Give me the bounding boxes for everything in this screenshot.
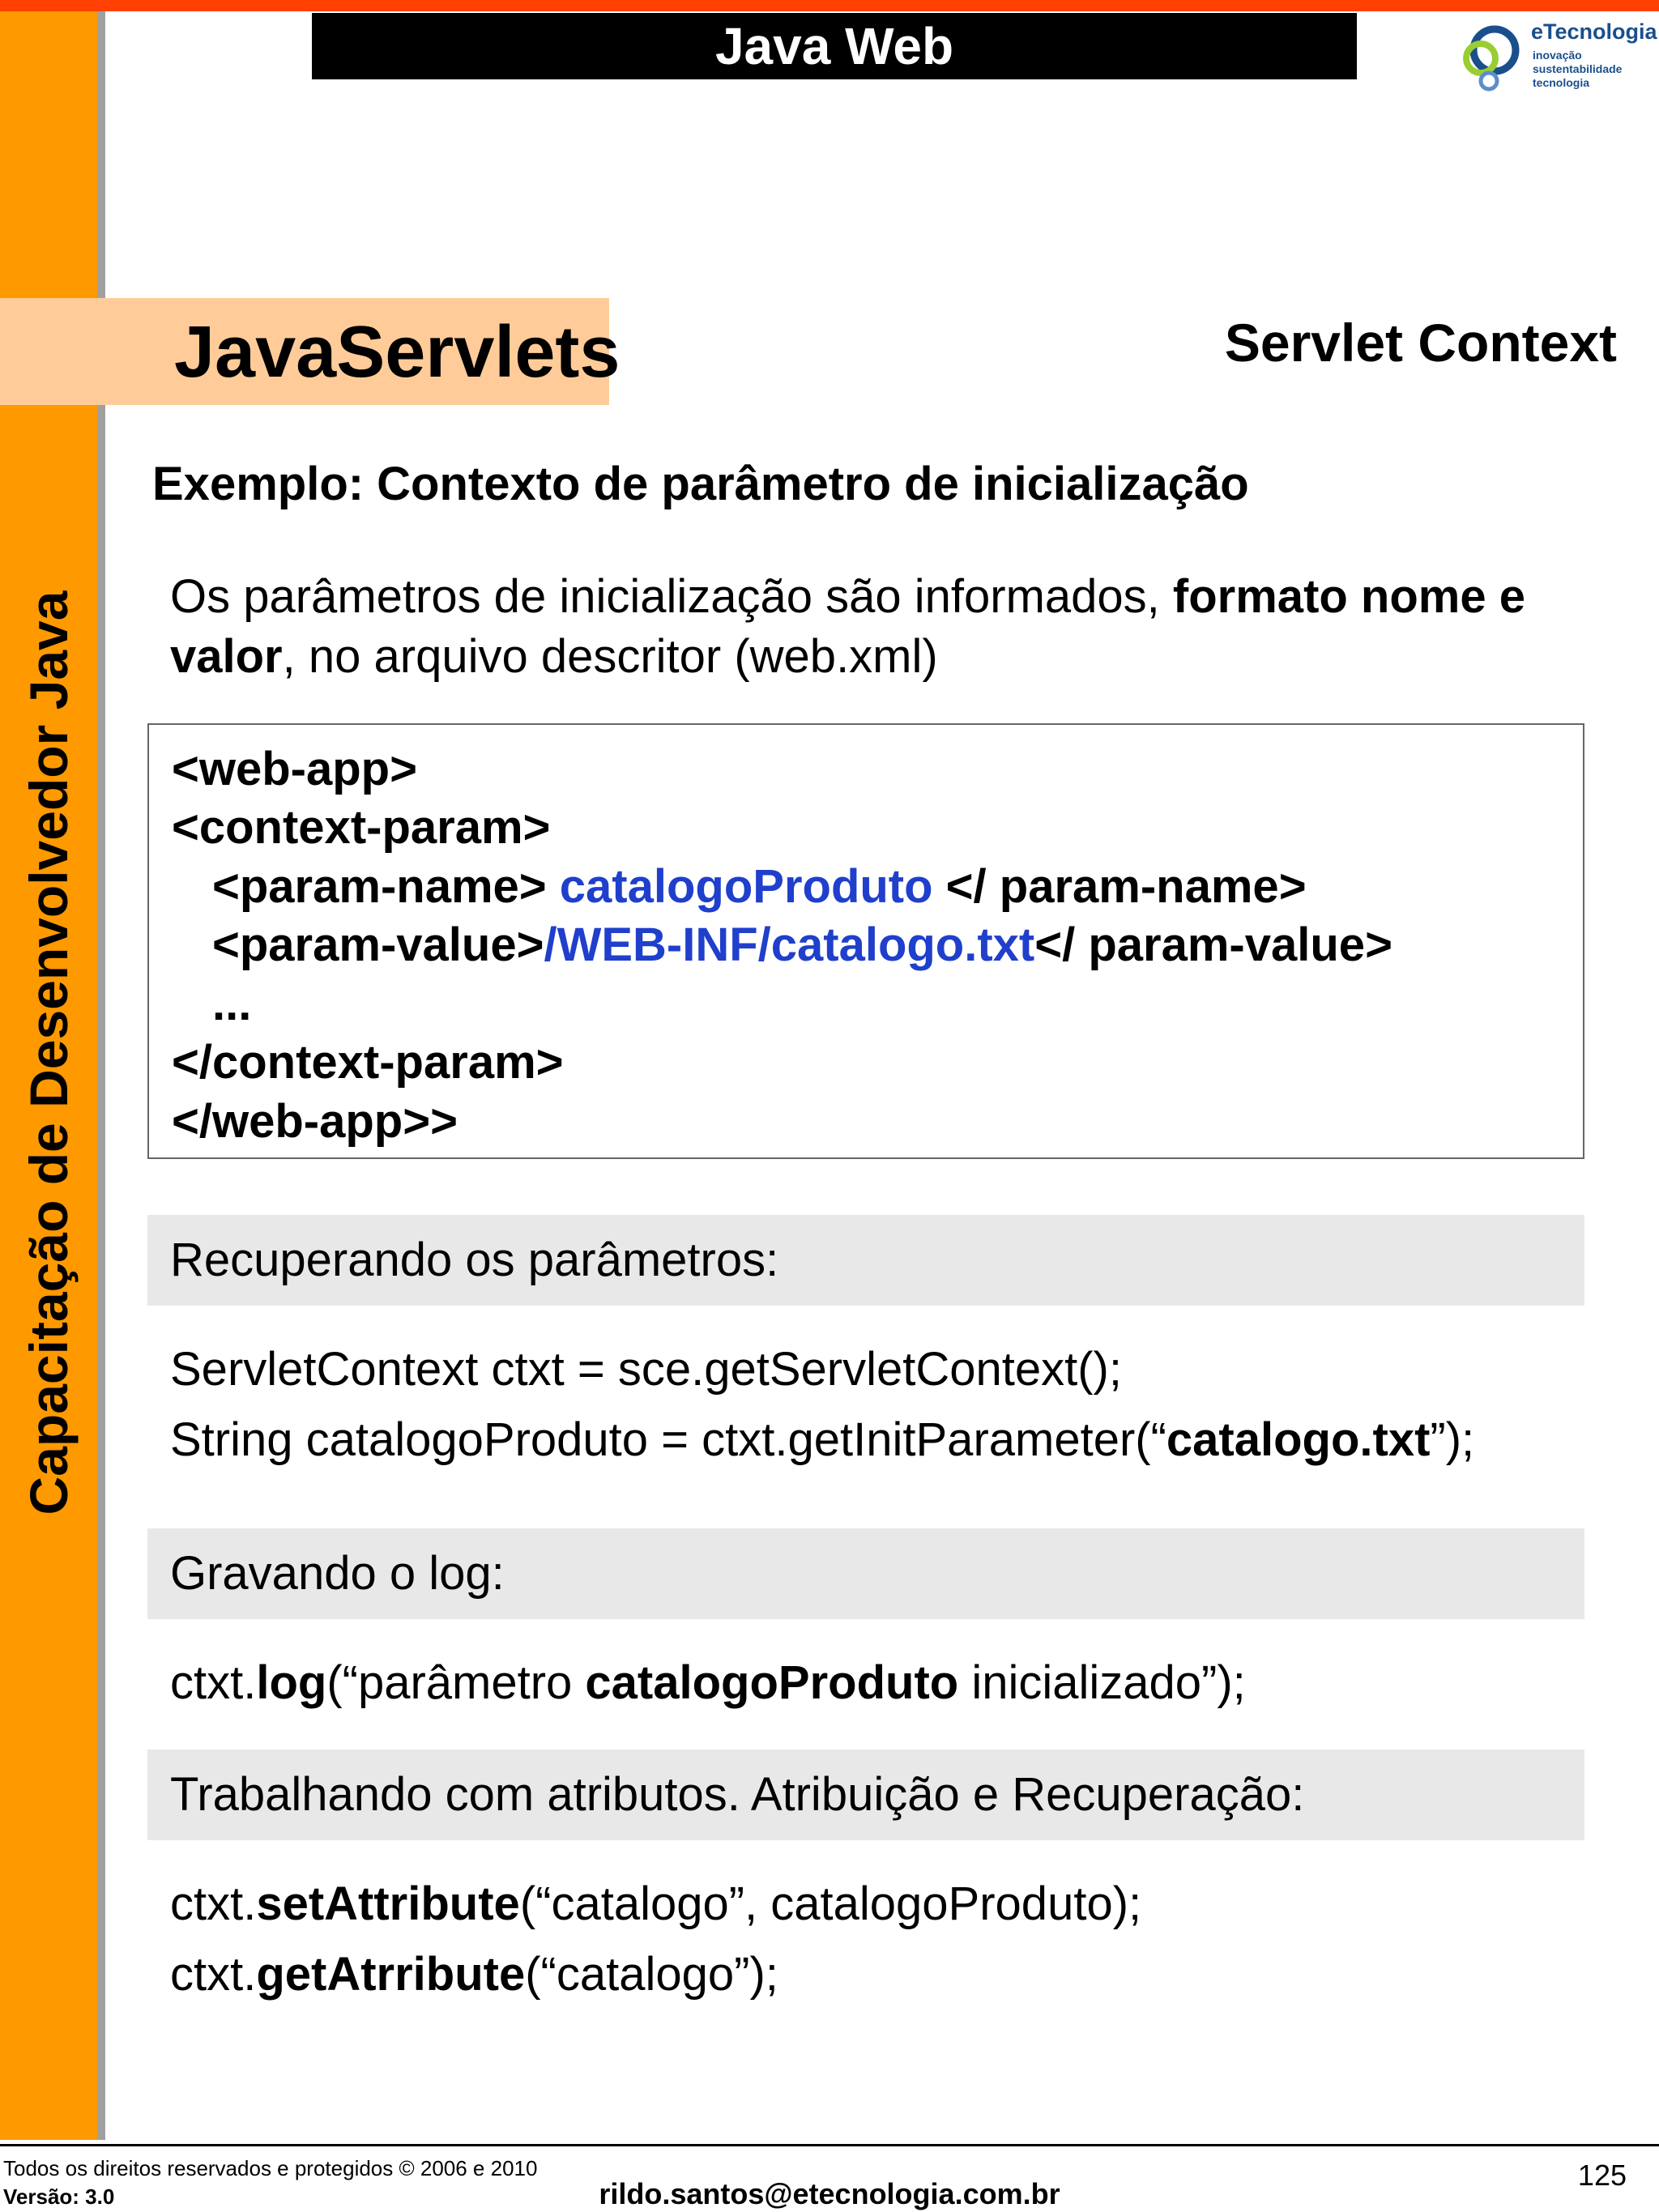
band-atributos: Trabalhando com atributos. Atribuição e Recuperação: xyxy=(147,1750,1584,1840)
code-line-7: </web-app>> xyxy=(172,1095,458,1148)
retrieve-line-2-pre: String catalogoProduto = ctxt.getInitParameter(“ xyxy=(170,1413,1166,1466)
logo-tagline xyxy=(1533,49,1622,90)
attr-line-1-pre: ctxt. xyxy=(170,1877,257,1930)
attr-line-2-method: getAtrribute xyxy=(256,1948,526,2001)
retrieve-line-2-bold: catalogo.txt xyxy=(1166,1413,1431,1466)
code-line-4-value: /WEB-INF/catalogo.txt xyxy=(544,918,1035,971)
footer-version: Versão: 3.0 xyxy=(3,2184,115,2209)
footer-email: rildo.santos@etecnologia.com.br xyxy=(599,2177,1060,2210)
page-header-title: Java Web xyxy=(312,13,1357,79)
code-line-6: </context-param> xyxy=(172,1036,564,1089)
code-line-5: ... xyxy=(212,978,252,1030)
attr-line-1-method: setAttribute xyxy=(256,1877,520,1930)
intro-text-2: , no arquivo descritor (web.xml) xyxy=(282,630,938,683)
logo-tag-2: sustentabilidade xyxy=(1533,62,1623,75)
attr-line-2 xyxy=(170,1946,778,2004)
intro-bold: formato nome e valor xyxy=(170,570,1525,683)
code-line-4 xyxy=(212,917,1392,974)
top-accent-bar xyxy=(0,0,1659,11)
code-line-1: <web-app> xyxy=(172,743,417,795)
code-line-4-close: </ param-value> xyxy=(1034,918,1392,971)
intro-paragraph xyxy=(170,567,1612,687)
log-mid: (“parâmetro xyxy=(326,1656,586,1709)
sidebar-course-title: Capacitação de Desenvolvedor Java xyxy=(19,590,79,1515)
band-recuperando: Recuperando os parâmetros: xyxy=(147,1215,1584,1306)
logo-name: eTecnologia xyxy=(1531,19,1657,44)
code-line-3-value: catalogoProduto xyxy=(559,860,933,913)
log-bold: catalogoProduto xyxy=(585,1656,959,1709)
log-pre: ctxt. xyxy=(170,1656,257,1709)
attr-line-2-post: (“catalogo”); xyxy=(525,1948,778,2001)
code-line-3 xyxy=(212,859,1307,915)
attr-line-1 xyxy=(170,1875,1141,1933)
logo-tag-1: inovação xyxy=(1533,49,1582,62)
etecnologia-logo xyxy=(1450,16,1657,97)
code-line-3-close: </ param-name> xyxy=(932,860,1307,913)
footer-divider xyxy=(0,2144,1659,2146)
intro-text-1: Os parâmetros de inicialização são informados, xyxy=(170,570,1173,623)
page-number: 125 xyxy=(1577,2159,1627,2192)
retrieve-line-2 xyxy=(170,1411,1474,1469)
log-method: log xyxy=(256,1656,327,1709)
log-post: inicializado”); xyxy=(958,1656,1246,1709)
section-subtitle: Servlet Context xyxy=(1224,313,1617,373)
code-box xyxy=(147,723,1584,1159)
attr-line-1-post: (“catalogo”, catalogoProduto); xyxy=(519,1877,1142,1930)
code-line-3-open: <param-name> xyxy=(212,860,560,913)
logo-tag-3: tecnologia xyxy=(1533,76,1590,89)
logo-rings-icon xyxy=(1450,16,1531,97)
log-line xyxy=(170,1654,1246,1712)
retrieve-line-2-post: ”); xyxy=(1430,1413,1475,1466)
attr-line-2-pre: ctxt. xyxy=(170,1948,257,2001)
code-line-2: <context-param> xyxy=(172,801,551,854)
retrieve-line-1: ServletContext ctxt = sce.getServletContext(); xyxy=(170,1343,1122,1396)
example-heading: Exemplo: Contexto de parâmetro de inicialização xyxy=(152,458,1249,510)
code-line-4-open: <param-value> xyxy=(212,918,544,971)
section-title: JavaServlets xyxy=(174,312,621,393)
band-gravando: Gravando o log: xyxy=(147,1528,1584,1619)
footer-rights: Todos os direitos reservados e protegidos © 2006 e 2010 xyxy=(3,2156,538,2180)
